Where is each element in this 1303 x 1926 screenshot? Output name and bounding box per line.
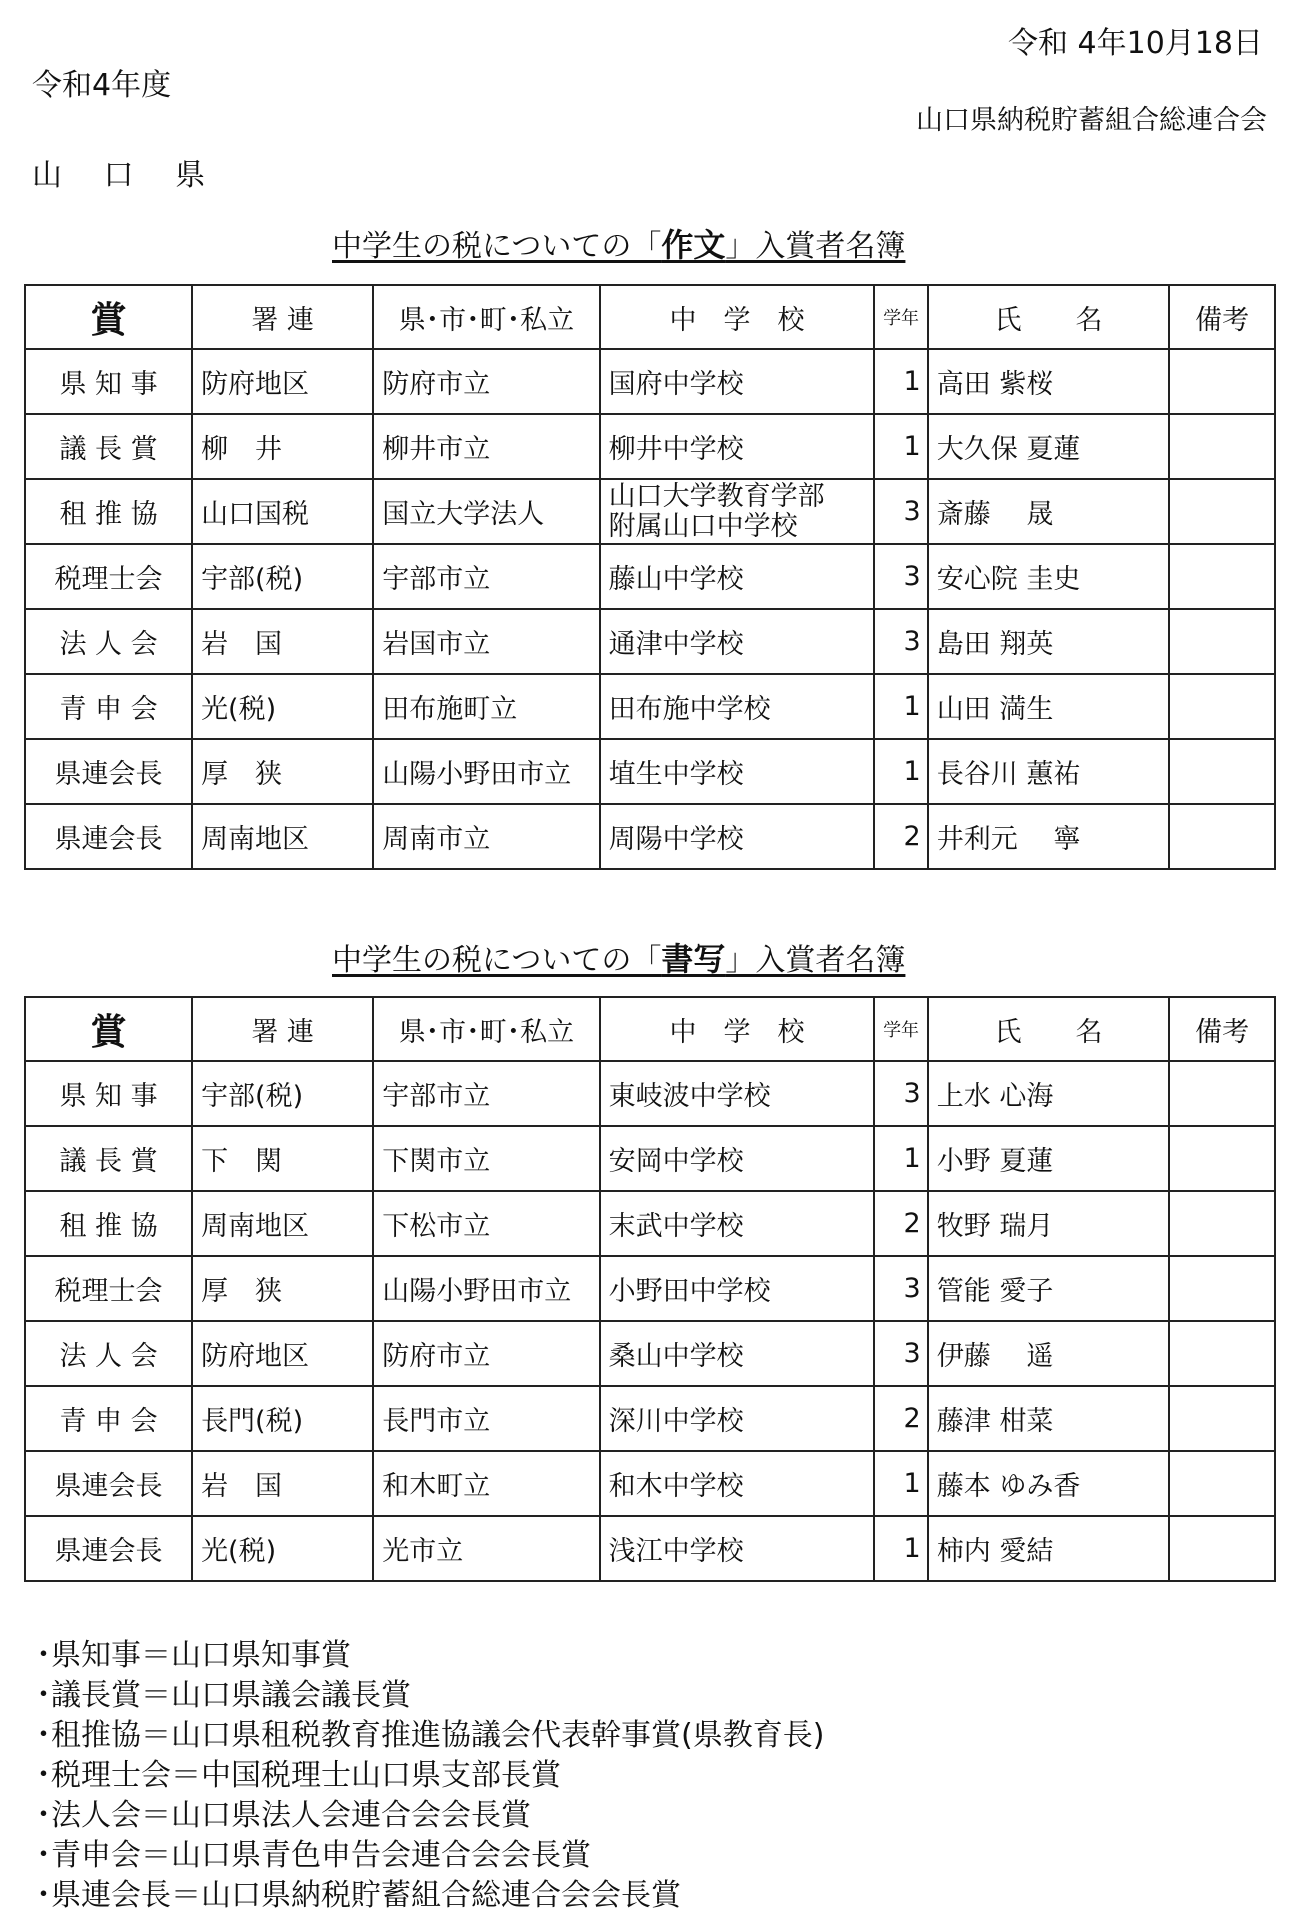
cell-name: 長谷川 蕙祐 bbox=[928, 739, 1170, 804]
cell-school bbox=[600, 479, 875, 544]
cell-name: 柿内 愛結 bbox=[928, 1516, 1170, 1581]
cell-award: 県連会長 bbox=[25, 739, 192, 804]
cell-school: 国府中学校 bbox=[600, 349, 875, 414]
cell-type: 宇部市立 bbox=[373, 1061, 599, 1126]
table-row bbox=[25, 1256, 1275, 1321]
essay-award-table bbox=[24, 284, 1276, 870]
cell-name: 山田 満生 bbox=[928, 674, 1170, 739]
legend-item: ･県知事＝山口県知事賞 bbox=[36, 1638, 351, 1673]
cell-grade: 1 bbox=[874, 1126, 927, 1191]
cell-note bbox=[1169, 1516, 1275, 1581]
cell-grade: 3 bbox=[874, 1321, 927, 1386]
table-row bbox=[25, 1451, 1275, 1516]
table-row bbox=[25, 1126, 1275, 1191]
cell-name: 島田 翔英 bbox=[928, 609, 1170, 674]
cell-school: 桑山中学校 bbox=[600, 1321, 875, 1386]
cell-note bbox=[1169, 1061, 1275, 1126]
cell-grade: 3 bbox=[874, 1256, 927, 1321]
column-header-school: 中 学 校 bbox=[600, 997, 875, 1061]
cell-grade: 2 bbox=[874, 804, 927, 869]
table-row bbox=[25, 609, 1275, 674]
organization-name: 山口県納税貯蓄組合総連合会 bbox=[916, 105, 1267, 136]
cell-award: 県 知 事 bbox=[25, 349, 192, 414]
cell-type: 田布施町立 bbox=[373, 674, 599, 739]
cell-region: 柳 井 bbox=[192, 414, 373, 479]
cell-grade: 1 bbox=[874, 414, 927, 479]
cell-region: 岩 国 bbox=[192, 1451, 373, 1516]
table-row bbox=[25, 479, 1275, 544]
cell-note bbox=[1169, 1256, 1275, 1321]
cell-name: 斎藤 晟 bbox=[928, 479, 1170, 544]
cell-award: 議 長 賞 bbox=[25, 414, 192, 479]
column-header-grade: 学年 bbox=[874, 997, 927, 1061]
cell-region: 防府地区 bbox=[192, 349, 373, 414]
cell-note bbox=[1169, 739, 1275, 804]
award-legend bbox=[36, 1636, 824, 1916]
cell-type: 山陽小野田市立 bbox=[373, 739, 599, 804]
cell-note bbox=[1169, 349, 1275, 414]
cell-note bbox=[1169, 1191, 1275, 1256]
legend-item: ･法人会＝山口県法人会連合会会長賞 bbox=[36, 1798, 531, 1833]
cell-name: 高田 紫桜 bbox=[928, 349, 1170, 414]
cell-grade: 3 bbox=[874, 609, 927, 674]
cell-award: 県連会長 bbox=[25, 1451, 192, 1516]
legend-item: ･青申会＝山口県青色申告会連合会会長賞 bbox=[36, 1838, 591, 1873]
cell-award: 税理士会 bbox=[25, 1256, 192, 1321]
cell-region: 宇部(税) bbox=[192, 1061, 373, 1126]
column-header-region: 署 連 bbox=[192, 997, 373, 1061]
cell-type: 周南市立 bbox=[373, 804, 599, 869]
title-prefix: 中学生の税についての「 bbox=[332, 943, 662, 978]
column-header-type: 県･市･町･私立 bbox=[373, 285, 599, 349]
title-suffix: 」入賞者名簿 bbox=[725, 229, 906, 264]
cell-name: 小野 夏蓮 bbox=[928, 1126, 1170, 1191]
cell-note bbox=[1169, 674, 1275, 739]
fiscal-year: 令和4年度 bbox=[32, 68, 172, 103]
column-header-grade: 学年 bbox=[874, 285, 927, 349]
cell-award: 県連会長 bbox=[25, 804, 192, 869]
cell-award: 県連会長 bbox=[25, 1516, 192, 1581]
cell-region: 厚 狭 bbox=[192, 739, 373, 804]
cell-region: 山口国税 bbox=[192, 479, 373, 544]
cell-grade: 2 bbox=[874, 1191, 927, 1256]
legend-item: ･議長賞＝山口県議会議長賞 bbox=[36, 1678, 411, 1713]
cell-name: 安心院 圭史 bbox=[928, 544, 1170, 609]
cell-school: 東岐波中学校 bbox=[600, 1061, 875, 1126]
cell-grade: 1 bbox=[874, 349, 927, 414]
cell-award: 法 人 会 bbox=[25, 609, 192, 674]
legend-item: ･県連会長＝山口県納税貯蓄組合総連合会会長賞 bbox=[36, 1878, 681, 1913]
cell-award: 青 申 会 bbox=[25, 1386, 192, 1451]
cell-name: 管能 愛子 bbox=[928, 1256, 1170, 1321]
cell-name: 伊藤 遥 bbox=[928, 1321, 1170, 1386]
cell-note bbox=[1169, 609, 1275, 674]
cell-school: 周陽中学校 bbox=[600, 804, 875, 869]
document-date: 令和 4年10月18日 bbox=[1008, 26, 1263, 61]
cell-grade: 2 bbox=[874, 1386, 927, 1451]
cell-school: 末武中学校 bbox=[600, 1191, 875, 1256]
cell-note bbox=[1169, 544, 1275, 609]
cell-award: 租 推 協 bbox=[25, 1191, 192, 1256]
cell-region: 周南地区 bbox=[192, 1191, 373, 1256]
cell-school: 藤山中学校 bbox=[600, 544, 875, 609]
calligraphy-award-table bbox=[24, 996, 1276, 1582]
cell-type: 下関市立 bbox=[373, 1126, 599, 1191]
column-header-award: 賞 bbox=[25, 285, 192, 349]
cell-school: 埴生中学校 bbox=[600, 739, 875, 804]
cell-note bbox=[1169, 1451, 1275, 1516]
cell-region: 光(税) bbox=[192, 674, 373, 739]
cell-region: 防府地区 bbox=[192, 1321, 373, 1386]
column-header-note: 備考 bbox=[1169, 285, 1275, 349]
cell-region: 長門(税) bbox=[192, 1386, 373, 1451]
cell-type: 柳井市立 bbox=[373, 414, 599, 479]
cell-award: 租 推 協 bbox=[25, 479, 192, 544]
cell-name: 上水 心海 bbox=[928, 1061, 1170, 1126]
column-header-award: 賞 bbox=[25, 997, 192, 1061]
cell-grade: 1 bbox=[874, 1451, 927, 1516]
cell-school: 深川中学校 bbox=[600, 1386, 875, 1451]
column-header-type: 県･市･町･私立 bbox=[373, 997, 599, 1061]
cell-region: 周南地区 bbox=[192, 804, 373, 869]
cell-grade: 3 bbox=[874, 1061, 927, 1126]
table-row bbox=[25, 349, 1275, 414]
cell-school: 田布施中学校 bbox=[600, 674, 875, 739]
cell-note bbox=[1169, 1386, 1275, 1451]
cell-type: 山陽小野田市立 bbox=[373, 1256, 599, 1321]
cell-type: 下松市立 bbox=[373, 1191, 599, 1256]
cell-type: 長門市立 bbox=[373, 1386, 599, 1451]
cell-school: 小野田中学校 bbox=[600, 1256, 875, 1321]
cell-note bbox=[1169, 804, 1275, 869]
calligraphy-section-title bbox=[332, 934, 905, 980]
cell-note bbox=[1169, 1126, 1275, 1191]
cell-note bbox=[1169, 1321, 1275, 1386]
legend-item: ･税理士会＝中国税理士山口県支部長賞 bbox=[36, 1758, 561, 1793]
cell-type: 岩国市立 bbox=[373, 609, 599, 674]
cell-name: 井利元 寧 bbox=[928, 804, 1170, 869]
column-header-region: 署 連 bbox=[192, 285, 373, 349]
table-row bbox=[25, 804, 1275, 869]
school-line-2: 附属山口中学校 bbox=[608, 510, 798, 542]
title-suffix: 」入賞者名簿 bbox=[725, 943, 906, 978]
cell-type: 防府市立 bbox=[373, 1321, 599, 1386]
table-row bbox=[25, 1386, 1275, 1451]
cell-grade: 1 bbox=[874, 739, 927, 804]
cell-name: 大久保 夏蓮 bbox=[928, 414, 1170, 479]
cell-name: 藤津 柑菜 bbox=[928, 1386, 1170, 1451]
cell-type: 光市立 bbox=[373, 1516, 599, 1581]
cell-type: 和木町立 bbox=[373, 1451, 599, 1516]
cell-region: 宇部(税) bbox=[192, 544, 373, 609]
cell-note bbox=[1169, 414, 1275, 479]
cell-grade: 3 bbox=[874, 479, 927, 544]
column-header-name: 氏 名 bbox=[928, 997, 1170, 1061]
cell-region: 下 関 bbox=[192, 1126, 373, 1191]
table-row bbox=[25, 1516, 1275, 1581]
prefecture-name: 山 口 県 bbox=[32, 158, 222, 193]
cell-grade: 1 bbox=[874, 674, 927, 739]
table-header-row bbox=[25, 285, 1275, 349]
cell-name: 牧野 瑞月 bbox=[928, 1191, 1170, 1256]
cell-region: 光(税) bbox=[192, 1516, 373, 1581]
cell-region: 厚 狭 bbox=[192, 1256, 373, 1321]
school-line-1: 山口大学教育学部 bbox=[608, 480, 825, 512]
cell-award: 法 人 会 bbox=[25, 1321, 192, 1386]
table-row bbox=[25, 1321, 1275, 1386]
cell-school: 和木中学校 bbox=[600, 1451, 875, 1516]
table-row bbox=[25, 1061, 1275, 1126]
table-header-row bbox=[25, 997, 1275, 1061]
cell-award: 青 申 会 bbox=[25, 674, 192, 739]
cell-type: 国立大学法人 bbox=[373, 479, 599, 544]
title-prefix: 中学生の税についての「 bbox=[332, 229, 662, 264]
table-row bbox=[25, 674, 1275, 739]
legend-item: ･租推協＝山口県租税教育推進協議会代表幹事賞(県教育長) bbox=[36, 1718, 825, 1753]
cell-school: 通津中学校 bbox=[600, 609, 875, 674]
cell-note bbox=[1169, 479, 1275, 544]
cell-type: 宇部市立 bbox=[373, 544, 599, 609]
cell-name: 藤本 ゆみ香 bbox=[928, 1451, 1170, 1516]
title-emphasis: 作文 bbox=[661, 226, 726, 264]
cell-award: 税理士会 bbox=[25, 544, 192, 609]
essay-section-title bbox=[332, 220, 905, 266]
cell-region: 岩 国 bbox=[192, 609, 373, 674]
cell-award: 県 知 事 bbox=[25, 1061, 192, 1126]
table-row bbox=[25, 414, 1275, 479]
table-row bbox=[25, 739, 1275, 804]
title-emphasis: 書写 bbox=[661, 940, 726, 978]
cell-grade: 1 bbox=[874, 1516, 927, 1581]
cell-school: 安岡中学校 bbox=[600, 1126, 875, 1191]
table-row bbox=[25, 544, 1275, 609]
cell-type: 防府市立 bbox=[373, 349, 599, 414]
column-header-name: 氏 名 bbox=[928, 285, 1170, 349]
cell-school: 柳井中学校 bbox=[600, 414, 875, 479]
table-row bbox=[25, 1191, 1275, 1256]
cell-school: 浅江中学校 bbox=[600, 1516, 875, 1581]
cell-award: 議 長 賞 bbox=[25, 1126, 192, 1191]
cell-grade: 3 bbox=[874, 544, 927, 609]
column-header-school: 中 学 校 bbox=[600, 285, 875, 349]
column-header-note: 備考 bbox=[1169, 997, 1275, 1061]
